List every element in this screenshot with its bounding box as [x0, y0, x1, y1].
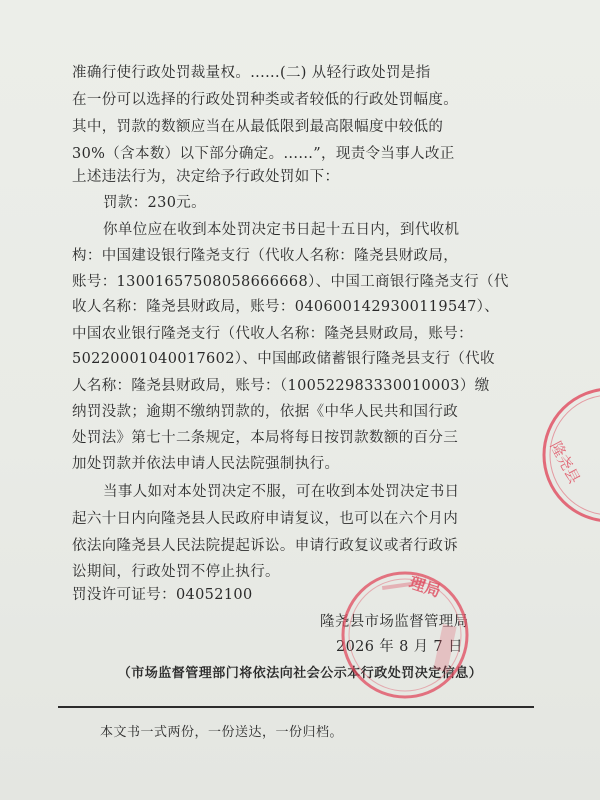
body-line-10: 收人名称：隆尧县财政局，账号：0406001429300119547）、 — [72, 299, 500, 315]
seal-right-text: 隆尧县 — [546, 438, 584, 487]
body-line-20: 讼期间，行政处罚不停止执行。 — [72, 564, 280, 580]
body-line-11: 中国农业银行隆尧支行（代收人名称：隆尧县财政局，账号： — [72, 326, 473, 342]
body-line-3: 其中，罚款的数额应当在从最低限到最高限幅度中较低的 — [72, 119, 444, 135]
body-line-17: 当事人如对本处罚决定不服，可在收到本处罚决定书日 — [103, 484, 460, 500]
seal-bottom-text: 理局 — [406, 572, 444, 601]
body-line-1: 准确行使行政处罚裁量权。......(二) 从轻行政处罚是指 — [72, 65, 431, 81]
body-line-4: 30%（含本数）以下部分确定。......”，现责令当事人改正 — [72, 146, 455, 162]
body-line-7: 你单位应在收到本处罚决定书日起十五日内，到代收机 — [103, 222, 460, 238]
body-line-12: 50220001040017602）、中国邮政储蓄银行隆尧县支行（代收 — [72, 351, 495, 367]
body-line-9: 账号：13001657508058666668）、中国工商银行隆尧支行（代 — [72, 274, 509, 290]
body-line-16: 加处罚款并依法申请人民法院强制执行。 — [72, 456, 340, 472]
license-number: 罚没许可证号：04052100 — [72, 587, 253, 603]
body-line-19: 依法向隆尧县人民法院提起诉讼。申请行政复议或者行政诉 — [72, 538, 459, 554]
body-line-8: 构：中国建设银行隆尧支行（代收人名称：隆尧县财政局， — [72, 248, 459, 264]
body-line-13: 人名称：隆尧县财政局，账号：（100522983330010003）缴 — [72, 378, 490, 394]
signature-date: 2026 年 8 月 7 日 — [336, 639, 463, 655]
body-line-5: 上述违法行为，决定给予行政处罚如下： — [72, 169, 340, 185]
divider-line — [58, 706, 534, 708]
body-line-15: 处罚法》第七十二条规定，本局将每日按罚款数额的百分三 — [72, 430, 459, 446]
body-line-18: 起六十日内向隆尧县人民政府申请复议，也可以在六个月内 — [72, 511, 459, 527]
publicity-note: （市场监督管理部门将依法向社会公示本行政处罚决定信息） — [117, 666, 483, 681]
footer-note: 本文书一式两份，一份送达，一份归档。 — [100, 725, 344, 740]
signature-org: 隆尧县市场监督管理局 — [320, 614, 469, 630]
body-line-2: 在一份可以选择的行政处罚种类或者较低的行政处罚幅度。 — [72, 92, 459, 108]
penalty-amount: 罚款：230元。 — [103, 195, 206, 211]
body-line-14: 纳罚没款；逾期不缴纳罚款的，依据《中华人民共和国行政 — [72, 404, 459, 420]
